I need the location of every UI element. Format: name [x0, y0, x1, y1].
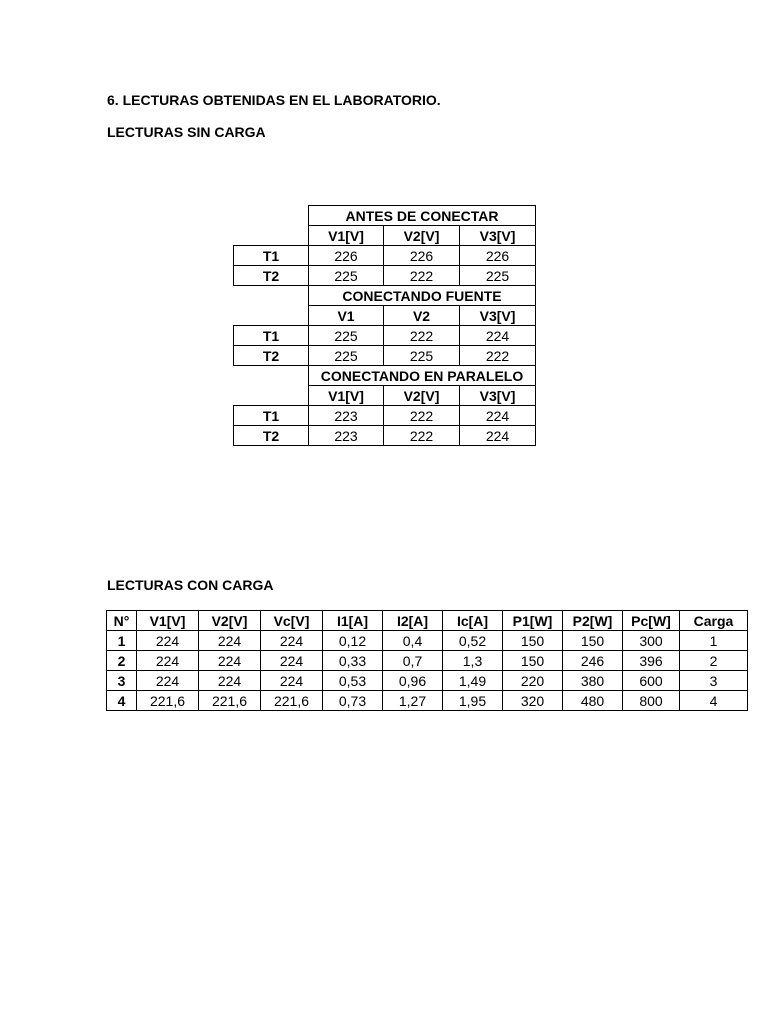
column-header: Pc[W] [623, 611, 680, 631]
column-header: V1[V] [309, 226, 384, 246]
table-row [234, 246, 536, 266]
table-cell: 1,49 [443, 671, 503, 691]
table-cell: 225 [309, 266, 384, 286]
table-cell: 320 [503, 691, 563, 711]
table-cell: 224 [199, 631, 261, 651]
table-cell: 0,7 [383, 651, 443, 671]
table-cell: 150 [503, 651, 563, 671]
table-cell: 0,4 [383, 631, 443, 651]
block-header-row [234, 386, 536, 406]
row-label: T1 [234, 326, 309, 346]
table-cell: 380 [563, 671, 623, 691]
table-cell: 221,6 [137, 691, 199, 711]
table-cell: 224 [199, 671, 261, 691]
table-cell: 222 [384, 266, 460, 286]
table-cell: 224 [137, 631, 199, 651]
column-header: Vc[V] [261, 611, 323, 631]
block-title-row [234, 366, 536, 386]
table-cell: 300 [623, 631, 680, 651]
table-cell: 225 [384, 346, 460, 366]
table-cell: 224 [137, 651, 199, 671]
table-cell: 224 [199, 651, 261, 671]
table-cell: 221,6 [199, 691, 261, 711]
con-carga-table [106, 610, 748, 711]
table-row [234, 266, 536, 286]
table-cell: 222 [460, 346, 536, 366]
table-cell: 224 [137, 671, 199, 691]
table-cell: 226 [384, 246, 460, 266]
section-title: 6. LECTURAS OBTENIDAS EN EL LABORATORIO. [107, 92, 441, 108]
table-cell: 225 [309, 346, 384, 366]
table-cell: 150 [503, 631, 563, 651]
column-header: N° [107, 611, 137, 631]
table-cell: 0,12 [323, 631, 383, 651]
table-cell: 480 [563, 691, 623, 711]
table-cell: 4 [680, 691, 748, 711]
table-cell: 226 [460, 246, 536, 266]
block-title: CONECTANDO FUENTE [309, 286, 536, 306]
table-cell: 600 [623, 671, 680, 691]
table-cell: 0,52 [443, 631, 503, 651]
block-title: CONECTANDO EN PARALELO [309, 366, 536, 386]
column-header: Ic[A] [443, 611, 503, 631]
table-cell: 224 [261, 651, 323, 671]
table-cell: 0,96 [383, 671, 443, 691]
table-row [234, 326, 536, 346]
column-header: I2[A] [383, 611, 443, 631]
table-cell: 222 [384, 326, 460, 346]
column-header: V3[V] [460, 386, 536, 406]
table-cell: 220 [503, 671, 563, 691]
column-header: V2[V] [384, 386, 460, 406]
table-cell: 800 [623, 691, 680, 711]
table-cell: 224 [460, 426, 536, 446]
sin-carga-title: LECTURAS SIN CARGA [107, 124, 266, 140]
table-cell: 150 [563, 631, 623, 651]
table-cell: 226 [309, 246, 384, 266]
column-header: P2[W] [563, 611, 623, 631]
sin-carga-table [233, 205, 536, 446]
table-cell: 1,95 [443, 691, 503, 711]
column-header: V2[V] [199, 611, 261, 631]
column-header: V2[V] [384, 226, 460, 246]
table-cell: 223 [309, 426, 384, 446]
table-row [234, 406, 536, 426]
column-header: V3[V] [460, 306, 536, 326]
table-cell: 224 [460, 326, 536, 346]
column-header: V3[V] [460, 226, 536, 246]
column-header: V1[V] [309, 386, 384, 406]
row-label: T2 [234, 266, 309, 286]
header-row [107, 611, 748, 631]
table-cell: 221,6 [261, 691, 323, 711]
table-cell: 0,53 [323, 671, 383, 691]
block-header-row [234, 226, 536, 246]
column-header: I1[A] [323, 611, 383, 631]
row-label: T2 [234, 426, 309, 446]
row-label: T1 [234, 246, 309, 266]
table-cell: 0,73 [323, 691, 383, 711]
block-header-row [234, 306, 536, 326]
table-row [234, 346, 536, 366]
table-cell: 3 [680, 671, 748, 691]
table-cell: 225 [460, 266, 536, 286]
row-label: T2 [234, 346, 309, 366]
table-cell: 396 [623, 651, 680, 671]
table-row [107, 691, 748, 711]
row-label: T1 [234, 406, 309, 426]
column-header: V1 [309, 306, 384, 326]
table-cell: 225 [309, 326, 384, 346]
row-number: 4 [107, 691, 137, 711]
column-header: V1[V] [137, 611, 199, 631]
column-header: Carga [680, 611, 748, 631]
row-number: 3 [107, 671, 137, 691]
column-header: P1[W] [503, 611, 563, 631]
table-cell: 222 [384, 426, 460, 446]
table-cell: 246 [563, 651, 623, 671]
table-row [107, 671, 748, 691]
table-cell: 1,3 [443, 651, 503, 671]
table-cell: 222 [384, 406, 460, 426]
block-title-row [234, 206, 536, 226]
table-cell: 224 [460, 406, 536, 426]
table-cell: 1 [680, 631, 748, 651]
table-cell: 2 [680, 651, 748, 671]
table-row [107, 631, 748, 651]
table-row [234, 426, 536, 446]
table-cell: 0,33 [323, 651, 383, 671]
table-cell: 223 [309, 406, 384, 426]
table-row [107, 651, 748, 671]
row-number: 1 [107, 631, 137, 651]
table-cell: 224 [261, 671, 323, 691]
block-title: ANTES DE CONECTAR [309, 206, 536, 226]
table-cell: 224 [261, 631, 323, 651]
con-carga-title: LECTURAS CON CARGA [107, 577, 274, 593]
table-cell: 1,27 [383, 691, 443, 711]
row-number: 2 [107, 651, 137, 671]
column-header: V2 [384, 306, 460, 326]
block-title-row [234, 286, 536, 306]
